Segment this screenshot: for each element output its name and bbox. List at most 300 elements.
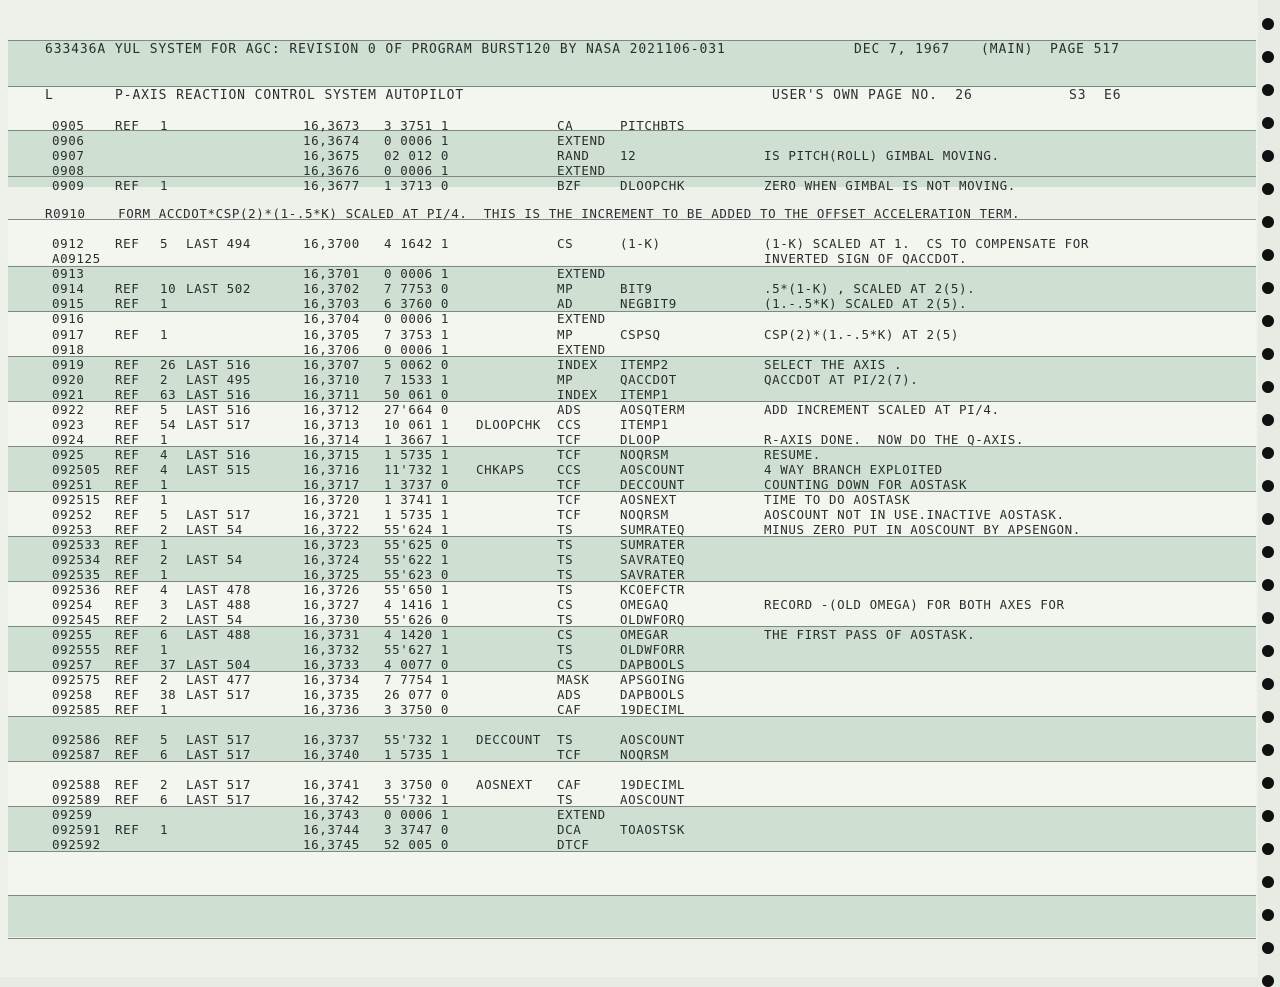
line-comment: 4 WAY BRANCH EXPLOITED (764, 462, 943, 477)
line-addr: 16,3673 (303, 118, 360, 133)
line-ref: REF (115, 552, 140, 567)
feed-hole (1262, 711, 1274, 723)
line-addr: 16,3715 (303, 447, 360, 462)
line-code: 1 5735 1 (384, 747, 450, 762)
line-refnum: 2 (160, 612, 169, 627)
user-page-number: USER'S OWN PAGE NO. 26 (772, 88, 973, 103)
line-operand: NOQRSM (620, 747, 669, 762)
feed-hole (1262, 249, 1274, 261)
line-operand: AOSNEXT (620, 492, 677, 507)
line-operand: DAPBOOLS (620, 657, 686, 672)
line-operand: BIT9 (620, 281, 653, 296)
line-code: 55'627 1 (384, 642, 450, 657)
band-rule (8, 938, 1256, 939)
line-operand: KCOEFCTR (620, 582, 686, 597)
line-num: 0906 (52, 133, 85, 148)
line-ref: REF (115, 582, 140, 597)
line-code: 4 0077 0 (384, 657, 450, 672)
line-op: CA (557, 118, 574, 133)
line-ref: REF (115, 687, 140, 702)
line-ref: REF (115, 372, 140, 387)
band-rule (8, 311, 1256, 312)
line-last: LAST 517 (186, 417, 252, 432)
line-op: CAF (557, 702, 582, 717)
feed-hole (1262, 51, 1274, 63)
line-operand: DLOOP (620, 432, 661, 447)
line-comment: R-AXIS DONE. NOW DO THE Q-AXIS. (764, 432, 1025, 447)
line-operand: APSGOING (620, 672, 686, 687)
feed-hole (1262, 216, 1274, 228)
line-refnum: 26 (160, 357, 177, 372)
line-code: 0 0006 1 (384, 342, 450, 357)
line-ref: REF (115, 507, 140, 522)
line-num: 0922 (52, 402, 85, 417)
line-num: 0921 (52, 387, 85, 402)
line-operand: (1-K) (620, 236, 661, 251)
listing-date: DEC 7, 1967 (854, 42, 950, 57)
line-op: TS (557, 522, 574, 537)
line-addr: 16,3710 (303, 372, 360, 387)
feed-hole (1262, 579, 1274, 591)
line-refnum: 1 (160, 492, 169, 507)
line-num: 092534 (52, 552, 101, 567)
line-code: 1 3667 1 (384, 432, 450, 447)
line-num: 0907 (52, 148, 85, 163)
line-refnum: 1 (160, 822, 169, 837)
line-addr: 16,3737 (303, 732, 360, 747)
line-operand: AOSCOUNT (620, 792, 686, 807)
line-operand: PITCHBTS (620, 118, 686, 133)
line-num: 09252 (52, 507, 93, 522)
line-ref: REF (115, 597, 140, 612)
listing-main: (MAIN) (981, 42, 1034, 57)
line-code: 10 061 1 (384, 417, 450, 432)
line-ref: REF (115, 612, 140, 627)
line-code: 55'732 1 (384, 732, 450, 747)
line-ref: REF (115, 642, 140, 657)
line-num: 0925 (52, 447, 85, 462)
line-operand: DAPBOOLS (620, 687, 686, 702)
line-refnum: 1 (160, 178, 169, 193)
feed-hole (1262, 942, 1274, 954)
line-ref: REF (115, 492, 140, 507)
line-op: RAND (557, 148, 590, 163)
line-ref: REF (115, 732, 140, 747)
line-addr: 16,3744 (303, 822, 360, 837)
line-refnum: 1 (160, 327, 169, 342)
line-code: 6 3760 0 (384, 296, 450, 311)
line-num: 092592 (52, 837, 101, 852)
line-last: LAST 504 (186, 657, 252, 672)
line-num: 0913 (52, 266, 85, 281)
line-addr: 16,3727 (303, 597, 360, 612)
feed-hole (1262, 150, 1274, 162)
line-op: INDEX (557, 357, 598, 372)
line-ref: REF (115, 747, 140, 762)
line-addr: 16,3724 (303, 552, 360, 567)
line-comment: THE FIRST PASS OF AOSTASK. (764, 627, 976, 642)
line-op: ADS (557, 402, 582, 417)
line-num: A09125 (52, 251, 101, 266)
feed-hole (1262, 315, 1274, 327)
line-last: LAST 488 (186, 597, 252, 612)
line-ref: REF (115, 296, 140, 311)
line-op: EXTEND (557, 133, 606, 148)
line-operand: QACCDOT (620, 372, 677, 387)
line-refnum: 1 (160, 477, 169, 492)
line-refnum: 6 (160, 747, 169, 762)
line-last: LAST 494 (186, 236, 252, 251)
line-refnum: 2 (160, 672, 169, 687)
line-num: 09258 (52, 687, 93, 702)
line-num: 092585 (52, 702, 101, 717)
line-num: 092591 (52, 822, 101, 837)
line-operand: OMEGAR (620, 627, 669, 642)
line-op: CCS (557, 417, 582, 432)
line-code: 4 1416 1 (384, 597, 450, 612)
band-rule (8, 86, 1256, 87)
line-operand: SAVRATEQ (620, 552, 686, 567)
line-operand: ITEMP2 (620, 357, 669, 372)
line-op: TS (557, 792, 574, 807)
line-code: 55'624 1 (384, 522, 450, 537)
line-code: 52 005 0 (384, 837, 450, 852)
line-ref: REF (115, 387, 140, 402)
line-comment: COUNTING DOWN FOR AOSTASK (764, 477, 968, 492)
line-code: 0 0006 1 (384, 311, 450, 326)
line-num: 092545 (52, 612, 101, 627)
line-num: 092589 (52, 792, 101, 807)
line-ref: REF (115, 522, 140, 537)
line-ref: REF (115, 792, 140, 807)
line-op: EXTEND (557, 342, 606, 357)
line-comment: (1-K) SCALED AT 1. CS TO COMPENSATE FOR (764, 236, 1090, 251)
line-refnum: 4 (160, 582, 169, 597)
line-addr: 16,3721 (303, 507, 360, 522)
line-operand: AOSQTERM (620, 402, 686, 417)
line-refnum: 5 (160, 507, 169, 522)
line-ref: REF (115, 357, 140, 372)
line-addr: 16,3732 (303, 642, 360, 657)
line-refnum: 1 (160, 567, 169, 582)
line-ref: REF (115, 672, 140, 687)
line-last: LAST 495 (186, 372, 252, 387)
line-addr: 16,3722 (303, 522, 360, 537)
line-last: LAST 478 (186, 582, 252, 597)
line-refnum: 1 (160, 432, 169, 447)
line-code: 1 5735 1 (384, 447, 450, 462)
line-label: DLOOPCHK (476, 417, 542, 432)
line-operand: CSPSQ (620, 327, 661, 342)
line-operand: OMEGAQ (620, 597, 669, 612)
line-op: TS (557, 732, 574, 747)
line-code: 1 5735 1 (384, 507, 450, 522)
feed-hole (1262, 18, 1274, 30)
line-comment: SELECT THE AXIS . (764, 357, 903, 372)
line-addr: 16,3731 (303, 627, 360, 642)
line-last: LAST 516 (186, 402, 252, 417)
band-rule (8, 851, 1256, 852)
line-code: 1 3741 1 (384, 492, 450, 507)
feed-hole (1262, 777, 1274, 789)
line-code: 3 3750 0 (384, 777, 450, 792)
page-number: PAGE 517 (1050, 42, 1120, 57)
column-l-marker: L (45, 88, 54, 103)
line-operand: SUMRATEQ (620, 522, 686, 537)
line-num: 09253 (52, 522, 93, 537)
line-addr: 16,3725 (303, 567, 360, 582)
line-addr: 16,3745 (303, 837, 360, 852)
line-op: EXTEND (557, 163, 606, 178)
line-ref: REF (115, 627, 140, 642)
line-operand: ITEMP1 (620, 387, 669, 402)
feed-hole (1262, 414, 1274, 426)
line-code: 55'732 1 (384, 792, 450, 807)
line-addr: 16,3705 (303, 327, 360, 342)
line-op: EXTEND (557, 807, 606, 822)
line-refnum: 4 (160, 447, 169, 462)
line-addr: 16,3726 (303, 582, 360, 597)
feed-hole (1262, 612, 1274, 624)
line-last: LAST 488 (186, 627, 252, 642)
line-num: 0912 (52, 236, 85, 251)
feed-hole (1262, 282, 1274, 294)
feed-hole (1262, 645, 1274, 657)
line-code: 3 3750 0 (384, 702, 450, 717)
line-refnum: 1 (160, 296, 169, 311)
line-refnum: 1 (160, 702, 169, 717)
line-op: TCF (557, 492, 582, 507)
feed-hole (1262, 513, 1274, 525)
line-addr: 16,3730 (303, 612, 360, 627)
line-operand: TOAOSTSK (620, 822, 686, 837)
line-last: LAST 517 (186, 777, 252, 792)
feed-hole (1262, 810, 1274, 822)
line-ref: REF (115, 702, 140, 717)
line-operand: DLOOPCHK (620, 178, 686, 193)
line-op: TCF (557, 477, 582, 492)
line-operand: NOQRSM (620, 447, 669, 462)
line-comment: .5*(1-K) , SCALED AT 2(5). (764, 281, 976, 296)
line-comment: (1.-.5*K) SCALED AT 2(5). (764, 296, 968, 311)
line-op: CS (557, 657, 574, 672)
line-last: LAST 515 (186, 462, 252, 477)
line-ref: REF (115, 417, 140, 432)
line-num: 09255 (52, 627, 93, 642)
line-code: 3 3747 0 (384, 822, 450, 837)
line-refnum: 5 (160, 732, 169, 747)
line-op: CCS (557, 462, 582, 477)
line-addr: 16,3734 (303, 672, 360, 687)
line-num: 0905 (52, 118, 85, 133)
line-comment: IS PITCH(ROLL) GIMBAL MOVING. (764, 148, 1000, 163)
line-addr: 16,3700 (303, 236, 360, 251)
feed-hole (1262, 84, 1274, 96)
line-num: 092515 (52, 492, 101, 507)
line-addr: 16,3717 (303, 477, 360, 492)
line-ref: REF (115, 327, 140, 342)
line-addr: 16,3720 (303, 492, 360, 507)
line-refnum: 2 (160, 552, 169, 567)
line-op: CS (557, 236, 574, 251)
line-num: 0909 (52, 178, 85, 193)
line-num: 092586 (52, 732, 101, 747)
feed-hole (1262, 348, 1274, 360)
line-num: 092588 (52, 777, 101, 792)
line-label: AOSNEXT (476, 777, 533, 792)
line-ref: REF (115, 447, 140, 462)
line-refnum: 54 (160, 417, 177, 432)
line-comment: RESUME. (764, 447, 821, 462)
line-operand: OLDWFORQ (620, 612, 686, 627)
line-code: 55'650 1 (384, 582, 450, 597)
line-code: 55'623 0 (384, 567, 450, 582)
line-last: LAST 516 (186, 387, 252, 402)
line-num: 092555 (52, 642, 101, 657)
paper-band (8, 895, 1256, 937)
line-code: 50 061 0 (384, 387, 450, 402)
line-operand: 19DECIML (620, 702, 686, 717)
line-op: TCF (557, 507, 582, 522)
line-op: TS (557, 537, 574, 552)
line-ref: REF (115, 462, 140, 477)
line-op: MP (557, 372, 574, 387)
line-addr: 16,3706 (303, 342, 360, 357)
line-addr: 16,3702 (303, 281, 360, 296)
line-addr: 16,3714 (303, 432, 360, 447)
line-num: 0923 (52, 417, 85, 432)
line-operand: AOSCOUNT (620, 732, 686, 747)
line-ref: REF (115, 777, 140, 792)
line-operand: 19DECIML (620, 777, 686, 792)
line-ref: REF (115, 402, 140, 417)
line-code: 5 0062 0 (384, 357, 450, 372)
line-num: 092533 (52, 537, 101, 552)
line-num: 0919 (52, 357, 85, 372)
line-addr: 16,3723 (303, 537, 360, 552)
line-code: 4 1420 1 (384, 627, 450, 642)
line-addr: 16,3713 (303, 417, 360, 432)
line-num: 0918 (52, 342, 85, 357)
line-refnum: 1 (160, 118, 169, 133)
line-code: 7 7753 0 (384, 281, 450, 296)
line-comment: ADD INCREMENT SCALED AT PI/4. (764, 402, 1000, 417)
band-rule (8, 895, 1256, 896)
line-op: DCA (557, 822, 582, 837)
feed-hole (1262, 183, 1274, 195)
line-refnum: 5 (160, 402, 169, 417)
line-addr: 16,3707 (303, 357, 360, 372)
remark-line: R0910 FORM ACCDOT*CSP(2)*(1-.5*K) SCALED AT PI/4. THIS IS THE INCREMENT TO BE ADDED TO THE OFFSET ACCELERATION TERM. (45, 206, 1021, 221)
line-operand: ITEMP1 (620, 417, 669, 432)
line-op: TS (557, 612, 574, 627)
line-addr: 16,3701 (303, 266, 360, 281)
line-ref: REF (115, 477, 140, 492)
listing-header: 633436A YUL SYSTEM FOR AGC: REVISION 0 OF PROGRAM BURST120 BY NASA 2021106-031 (45, 42, 726, 57)
line-refnum: 6 (160, 792, 169, 807)
line-ref: REF (115, 118, 140, 133)
line-num: 0916 (52, 311, 85, 326)
line-operand: 12 (620, 148, 637, 163)
line-num: 09254 (52, 597, 93, 612)
line-num: 0924 (52, 432, 85, 447)
line-comment: ZERO WHEN GIMBAL IS NOT MOVING. (764, 178, 1016, 193)
s3-marker: S3 (1069, 88, 1087, 103)
line-refnum: 6 (160, 627, 169, 642)
line-operand: OLDWFORR (620, 642, 686, 657)
line-num: 092587 (52, 747, 101, 762)
line-addr: 16,3741 (303, 777, 360, 792)
line-refnum: 2 (160, 777, 169, 792)
line-label: CHKAPS (476, 462, 525, 477)
line-comment: QACCDOT AT PI/2(7). (764, 372, 919, 387)
line-num: 09257 (52, 657, 93, 672)
line-addr: 16,3674 (303, 133, 360, 148)
line-op: CS (557, 597, 574, 612)
line-num: 0915 (52, 296, 85, 311)
line-op: CS (557, 627, 574, 642)
line-operand: AOSCOUNT (620, 462, 686, 477)
line-num: 092536 (52, 582, 101, 597)
line-code: 7 7754 1 (384, 672, 450, 687)
line-code: 55'622 1 (384, 552, 450, 567)
line-refnum: 2 (160, 522, 169, 537)
feed-hole (1262, 546, 1274, 558)
line-operand: NOQRSM (620, 507, 669, 522)
line-refnum: 10 (160, 281, 177, 296)
feed-hole (1262, 876, 1274, 888)
line-code: 7 1533 1 (384, 372, 450, 387)
line-last: LAST 517 (186, 507, 252, 522)
line-addr: 16,3740 (303, 747, 360, 762)
line-op: TS (557, 582, 574, 597)
line-last: LAST 54 (186, 612, 243, 627)
line-ref: REF (115, 178, 140, 193)
feed-hole (1262, 117, 1274, 129)
line-last: LAST 517 (186, 687, 252, 702)
line-ref: REF (115, 537, 140, 552)
line-operand: NEGBIT9 (620, 296, 677, 311)
line-code: 11'732 1 (384, 462, 450, 477)
line-comment: AOSCOUNT NOT IN USE.INACTIVE AOSTASK. (764, 507, 1065, 522)
line-addr: 16,3716 (303, 462, 360, 477)
line-op: DTCF (557, 837, 590, 852)
line-comment: INVERTED SIGN OF QACCDOT. (764, 251, 968, 266)
line-op: TCF (557, 447, 582, 462)
line-addr: 16,3676 (303, 163, 360, 178)
line-comment: RECORD -(OLD OMEGA) FOR BOTH AXES FOR (764, 597, 1065, 612)
line-refnum: 1 (160, 642, 169, 657)
line-addr: 16,3742 (303, 792, 360, 807)
line-addr: 16,3703 (303, 296, 360, 311)
line-op: MP (557, 281, 574, 296)
line-last: LAST 502 (186, 281, 252, 296)
line-addr: 16,3712 (303, 402, 360, 417)
band-rule (8, 266, 1256, 267)
line-op: TS (557, 567, 574, 582)
line-ref: REF (115, 822, 140, 837)
line-comment: TIME TO DO AOSTASK (764, 492, 911, 507)
line-op: INDEX (557, 387, 598, 402)
line-addr: 16,3733 (303, 657, 360, 672)
line-code: 0 0006 1 (384, 266, 450, 281)
line-code: 26 077 0 (384, 687, 450, 702)
line-last: LAST 54 (186, 552, 243, 567)
line-addr: 16,3677 (303, 178, 360, 193)
line-refnum: 3 (160, 597, 169, 612)
line-code: 1 3713 0 (384, 178, 450, 193)
e6-marker: E6 (1104, 88, 1122, 103)
